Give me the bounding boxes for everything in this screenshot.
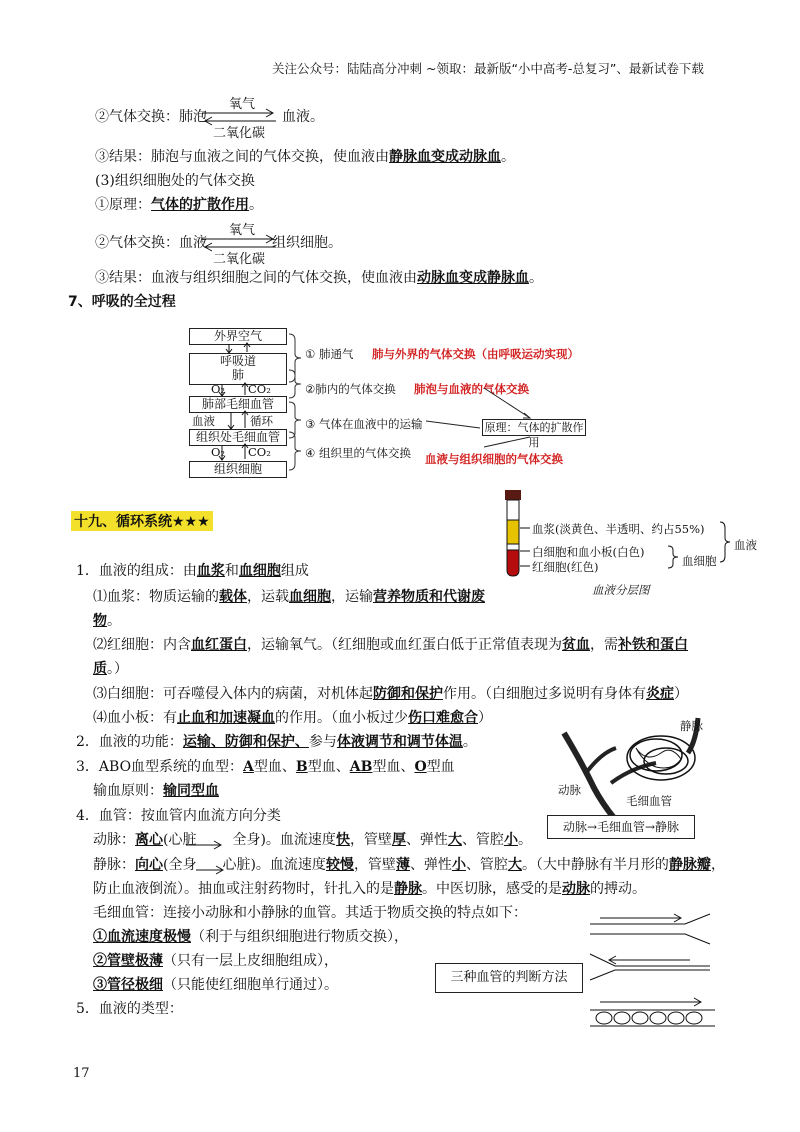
vessel-flow-diagrams: [590, 910, 720, 1030]
rbc-line-2: 质。）: [93, 661, 128, 677]
label-blood: 血液: [192, 414, 215, 428]
vein-arrow: [196, 865, 226, 875]
process-arrows: [189, 320, 309, 480]
box-tissue-capillary: 组织处毛细血管: [189, 429, 287, 446]
abo-line: 3．ABO血型系统的血型：A型血、B型血、AB型血、O型血: [76, 759, 455, 775]
box-outside-air: 外界空气: [189, 328, 287, 345]
judge-method-box: 三种血管的判断方法: [435, 963, 583, 993]
lung-arrow-bottom-label: 二氧化碳: [213, 126, 266, 141]
capillary-title: 毛细血管：连接小动脉和小静脉的血管。其适于物质交换的特点如下：: [93, 905, 527, 921]
tissue-arrow-top-label: 氧气: [229, 223, 256, 238]
transfusion-rule: 输血原则：输同型血: [93, 783, 219, 799]
label-wbc-platelet: 白细胞和血小板(白色): [532, 545, 645, 559]
tissue-exchange-suffix: 组织细胞。: [272, 235, 342, 251]
box-tissue-cell: 组织细胞: [189, 461, 287, 478]
label-rbc: 红细胞(红色): [532, 560, 599, 574]
process-title: 7、呼吸的全过程: [68, 294, 176, 310]
capillary-point-3: ③管径极细（只能使红细胞单行通过）。: [93, 977, 338, 993]
plasma-line-2: 物。: [93, 613, 121, 629]
label-plasma: 血浆(淡黄色、半透明、约占55%): [532, 522, 705, 536]
section-title: 十九、循环系统★★★: [71, 511, 213, 531]
stage-3-transport: ③ 气体在血液中的运输: [305, 417, 423, 431]
stage-4-note: 血液与组织细胞的气体交换: [425, 452, 563, 466]
principle-box: 原理：气体的扩散作用: [482, 419, 586, 436]
wbc-line: ⑶白细胞：可吞噬侵入体内的病菌，对机体起防御和保护作用。（白细胞过多说明有身体有炎症）: [93, 686, 688, 702]
lung-exchange-arrows: [200, 108, 280, 128]
label-capillary: 毛细血管: [626, 794, 672, 808]
lung-arrow-top-label: 氧气: [229, 97, 256, 112]
tissue-exchange-arrows: [200, 234, 280, 254]
label-co2-top: CO₂: [248, 382, 271, 396]
plasma-line: ⑴血浆：物质运输的载体，运载血细胞，运输营养物质和代谢废: [93, 589, 485, 605]
lung-exchange-suffix: 血液。: [282, 109, 324, 125]
principle-pointer-lines: [420, 385, 540, 465]
tissue-arrow-bottom-label: 二氧化碳: [213, 252, 266, 267]
page-number: 17: [73, 1066, 90, 1081]
box-lung-capillary: 肺部毛细血管: [189, 396, 287, 413]
function-line: 2．血液的功能：运输、防御和保护、参与体液调节和调节体温。: [76, 734, 477, 750]
blood-types-line: 5．血液的类型：: [76, 1001, 183, 1017]
stage-4-tissue-exchange: ④ 组织里的气体交换: [305, 446, 411, 460]
stage-1-ventilation: ① 肺通气: [305, 347, 354, 361]
tissue-exchange-line: ②气体交换：血液: [95, 235, 207, 251]
lung-result: ③结果：肺泡与血液之间的气体交换，使血液由静脉血变成动脉血。: [95, 149, 515, 165]
label-vein: 静脉: [680, 719, 703, 733]
flow-box: 动脉→毛细血管→静脉: [547, 815, 695, 839]
rbc-line: ⑵红细胞：内含血红蛋白，运输氧气。（红细胞或血红蛋白低于正常值表现为贫血，需补铁和蛋白: [93, 637, 688, 653]
capillary-point-1: ①血流速度极慢（利于与组织细胞进行物质交换），: [93, 929, 408, 945]
artery-arrow: [186, 840, 226, 850]
tissue-title: (3)组织细胞处的气体交换: [95, 173, 255, 189]
platelet-line: ⑷血小板：有止血和加速凝血的作用。（血小板过少伤口难愈合）: [93, 710, 492, 726]
label-co2-bottom: CO₂: [248, 445, 271, 459]
vein-line: 静脉：向心(全身 心脏)。血流速度较慢，管壁薄、弹性小、管腔大。（大中静脉有半月形的静脉瓣，: [93, 857, 725, 873]
vein-line-2: 防止血液倒流）。抽血或注射药物时，针扎入的是静脉。中医切脉，感受的是动脉的搏动。: [93, 881, 646, 897]
box-airway-lung: 呼吸道 肺: [189, 353, 287, 385]
page-header: 关注公众号：陆陆高分冲刺 ~领取：最新版“小中高考-总复习”、最新试卷下载: [272, 61, 704, 76]
tissue-result: ③结果：血液与组织细胞之间的气体交换，使血液由动脉血变成静脉血。: [95, 270, 543, 286]
tissue-principle: ①原理：气体的扩散作用。: [95, 197, 263, 213]
label-blood: 血液: [734, 538, 757, 552]
stage-2-lung-exchange: ②肺内的气体交换: [305, 382, 396, 396]
tube-caption: 血液分层图: [592, 583, 650, 597]
label-cycle: 循环: [250, 414, 273, 428]
artery-line: 动脉：离心(心脏 全身)。血流速度快，管壁厚、弹性大、管腔小。: [93, 832, 532, 848]
label-blood-cells: 血细胞: [682, 554, 717, 568]
stage-2-note: 肺泡与血液的气体交换: [414, 382, 529, 396]
stage-1-note: 肺与外界的气体交换（由呼吸运动实现）: [372, 347, 579, 361]
composition-line: 1．血液的组成：由血浆和血细胞组成: [76, 563, 309, 579]
lung-exchange-line: ②气体交换：肺泡: [95, 109, 207, 125]
label-o2-top: O₂: [211, 382, 226, 396]
vessels-title: 4．血管：按血管内血流方向分类: [76, 808, 281, 824]
capillary-point-2: ②管壁极薄（只有一层上皮细胞组成），: [93, 953, 338, 969]
label-artery: 动脉: [558, 783, 581, 797]
label-o2-bottom: O₂: [211, 445, 226, 459]
